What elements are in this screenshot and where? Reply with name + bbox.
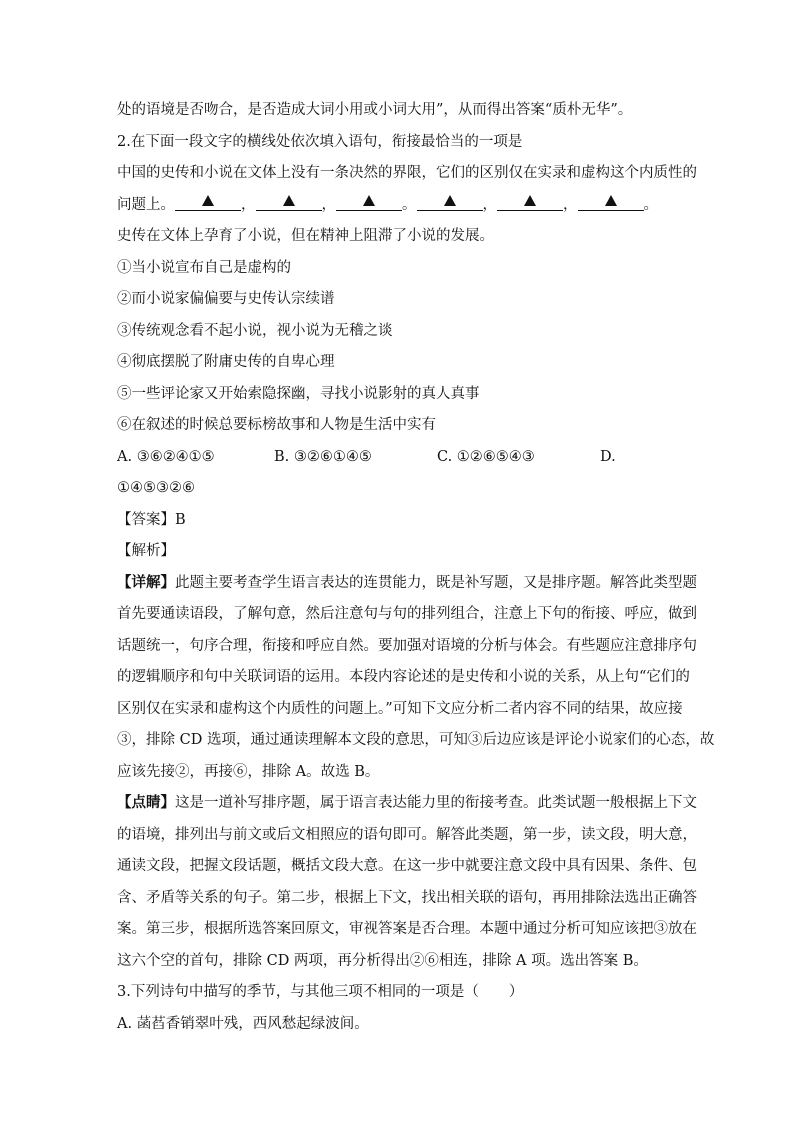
analysis-heading: 【解析】 bbox=[117, 543, 175, 559]
option-d-value: ①④⑤③②⑥ bbox=[117, 480, 195, 496]
detail-line-1 bbox=[117, 573, 697, 593]
detail-text: 此题主要考查学生语言表达的连贯能力，既是补写题，又是排序题。解答此类型题 bbox=[175, 575, 697, 591]
sentence-item-1: ①当小说宣布自己是虚构的 bbox=[117, 260, 291, 276]
tip-line-1 bbox=[117, 793, 697, 813]
separator: ， bbox=[241, 197, 256, 213]
question-3-option-a: A. 菡萏香销翠叶残，西风愁起绿波间。 bbox=[117, 1016, 369, 1032]
separator: 。 bbox=[643, 197, 658, 213]
tip-line-4: 含、矛盾等关系的句子。第二步，根据上下文，找出相关联的语句，再用排除法选出正确答 bbox=[117, 890, 697, 906]
triangle-marker-icon bbox=[283, 195, 295, 206]
question-3-stem-text: 3.下列诗句中描写的季节，与其他三项不相同的一项是（ bbox=[117, 984, 479, 1000]
detail-line-5: 区别仅在实录和虚构这个内质性的问题上。”可知下文应分析二者内容不同的结果，故应接 bbox=[117, 701, 683, 717]
fill-blank-3 bbox=[336, 196, 402, 211]
passage-prefix: 问题上。 bbox=[117, 197, 175, 213]
question-3-stem-close: ） bbox=[508, 984, 524, 1000]
fill-blank-2 bbox=[256, 196, 322, 211]
triangle-marker-icon bbox=[444, 195, 456, 206]
option-c: C. ①②⑥⑤④③ bbox=[437, 449, 535, 465]
sentence-item-4: ④彻底摆脱了附庸史传的自卑心理 bbox=[117, 354, 335, 370]
question-2-stem: 2.在下面一段文字的横线处依次填入语句，衔接最恰当的一项是 bbox=[117, 134, 523, 150]
sentence-item-2: ②而小说家偏偏要与史传认宗续谱 bbox=[117, 291, 335, 307]
detail-line-4: 的逻辑顺序和句中关联词语的运用。本段内容论述的是史传和小说的关系，从上句“它们的 bbox=[117, 669, 690, 685]
option-d-label: D. bbox=[600, 449, 616, 465]
tip-line-2: 的语境，排列出与前文或后文相照应的语句即可。解答此类题，第一步，读文段，明大意， bbox=[117, 827, 697, 843]
separator: ， bbox=[321, 197, 336, 213]
sentence-item-5: ⑤一些评论家又开始索隐探幽，寻找小说影射的真人真事 bbox=[117, 386, 480, 402]
detail-line-7: 应该先接②，再接⑥，排除 A。故选 B。 bbox=[117, 764, 380, 780]
sentence-item-6: ⑥在叙述的时候总要标榜故事和人物是生活中实有 bbox=[117, 417, 436, 433]
question-2-passage-line-1: 中国的史传和小说在文体上没有一条决然的界限，它们的区别仅在实录和虚构这个内质性的 bbox=[117, 165, 697, 181]
tip-text: 这是一道补写排序题，属于语言表达能力里的衔接考查。此类试题一般根据上下文 bbox=[175, 795, 697, 811]
tip-line-6: 这六个空的首句，排除 CD 两项，再分析得出②⑥相连，排除 A 项。选出答案 B。 bbox=[117, 953, 648, 969]
triangle-marker-icon bbox=[202, 195, 214, 206]
detail-line-3: 话题统一，句序合理，衔接和呼应自然。要加强对语境的分析与体会。有些题应注意排序句 bbox=[117, 638, 697, 654]
fill-blank-4 bbox=[417, 196, 483, 211]
separator: ， bbox=[482, 197, 497, 213]
tip-line-3: 通读文段，把握文段话题，概括文段大意。在这一步中就要注意文段中具有因果、条件、包 bbox=[117, 858, 697, 874]
sentence-item-3: ③传统观念看不起小说，视小说为无稽之谈 bbox=[117, 323, 393, 339]
detail-tag: 【详解】 bbox=[117, 574, 175, 591]
question-2-passage-line-2 bbox=[117, 195, 682, 215]
tip-tag: 【点睛】 bbox=[117, 794, 175, 811]
answer-line: 【答案】B bbox=[117, 512, 186, 528]
option-b: B. ③②⑥①④⑤ bbox=[274, 449, 372, 465]
detail-line-2: 首先要通读语段，了解句意，然后注意句与句的排列组合，注意上下句的衔接、呼应，做到 bbox=[117, 606, 697, 622]
fill-blank-6 bbox=[578, 196, 644, 211]
option-a: A. ③⑥②④①⑤ bbox=[117, 449, 215, 465]
triangle-marker-icon bbox=[524, 195, 536, 206]
triangle-marker-icon bbox=[363, 195, 375, 206]
fill-blank-1 bbox=[175, 196, 241, 211]
triangle-marker-icon bbox=[605, 195, 617, 206]
detail-line-6: ③，排除 CD 选项，通过通读理解本文段的意思，可知③后边应该是评论小说家们的心态，故 bbox=[117, 732, 715, 748]
question-3-stem bbox=[117, 982, 682, 1002]
question-2-passage-line-3: 史传在文体上孕育了小说，但在精神上阻滞了小说的发展。 bbox=[117, 228, 494, 244]
fill-blank-5 bbox=[497, 196, 563, 211]
tip-line-5: 案。第三步，根据所选答案回原文，审视答案是否合理。本题中通过分析可知应该把③放在 bbox=[117, 921, 697, 937]
separator: ， bbox=[563, 197, 578, 213]
intro-tail-text: 处的语境是否吻合，是否造成大词小用或小词大用”，从而得出答案“质朴无华”。 bbox=[117, 102, 633, 118]
separator: 。 bbox=[402, 197, 417, 213]
